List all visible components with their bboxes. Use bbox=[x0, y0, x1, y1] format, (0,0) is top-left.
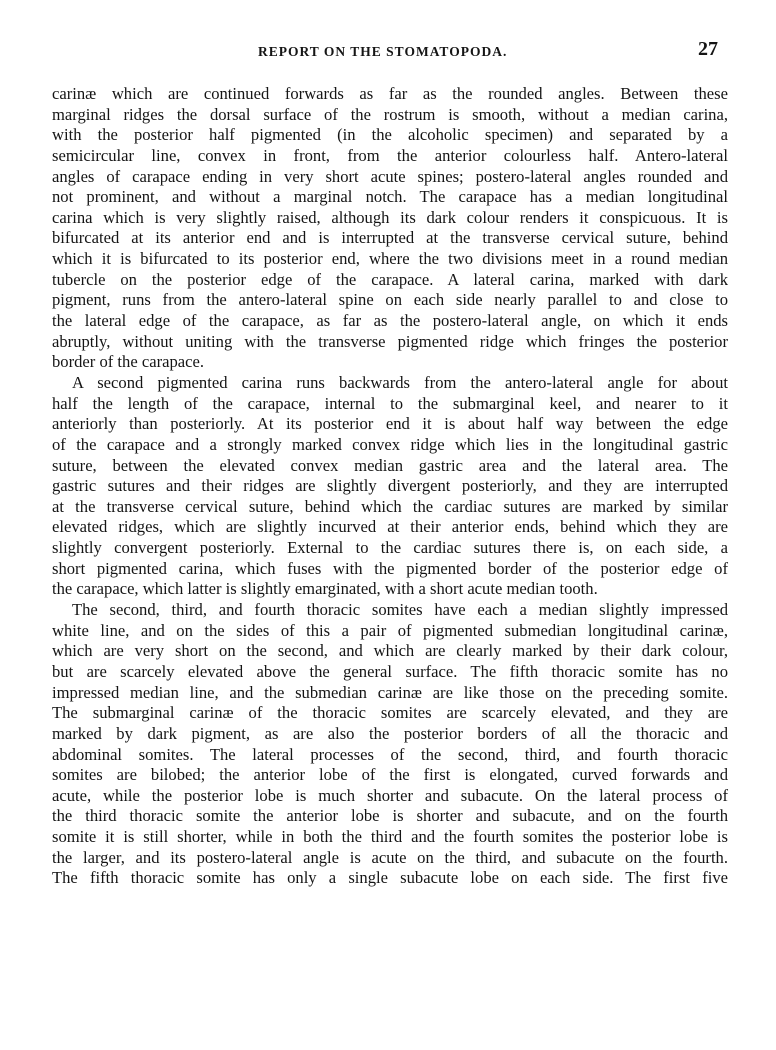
text-line: short pigmented carina, which fuses with the pigmented border of the posterior edge of bbox=[52, 558, 728, 578]
text-line: marginal ridges the dorsal surface of the rostrum is smooth, without a median carina, bbox=[52, 104, 728, 124]
text-line: border of the carapace. bbox=[52, 352, 205, 372]
text-line: elevated ridges, which are slightly incurved at their anterior ends, behind which they are bbox=[52, 517, 728, 537]
paragraph-1 bbox=[52, 84, 728, 373]
text-line: at the transverse cervical suture, behind which the cardiac sutures are marked by similar bbox=[52, 496, 728, 516]
text-line: acute, while the posterior lobe is much shorter and subacute. On the lateral process of bbox=[52, 785, 728, 805]
text-line: half the length of the carapace, internal to the submarginal keel, and nearer to it bbox=[52, 393, 728, 413]
text-line: somite it is still shorter, while in both the third and the fourth somites the posterior lobe is bbox=[52, 827, 728, 847]
text-line: The fifth thoracic somite has only a single subacute lobe on each side. The first five bbox=[52, 868, 728, 888]
text-line: The submarginal carinæ of the thoracic somites are scarcely elevated, and they are bbox=[52, 703, 728, 723]
running-title: REPORT ON THE STOMATOPODA. bbox=[258, 44, 508, 59]
text-line: slightly convergent posteriorly. External to the cardiac sutures there is, on each side, a bbox=[52, 538, 728, 558]
text-line: The second, third, and fourth thoracic somites have each a median slightly impressed bbox=[72, 600, 728, 620]
text-line: angles of carapace ending in very short acute spines; postero-lateral angles rounded and bbox=[52, 166, 728, 186]
text-line: the lateral edge of the carapace, as far as the postero-lateral angle, on which it ends bbox=[52, 311, 728, 331]
text-line: gastric sutures and their ridges are slightly divergent posteriorly, and they are interrupted bbox=[52, 476, 728, 496]
text-line: tubercle on the posterior edge of the carapace. A lateral carina, marked with dark bbox=[52, 269, 728, 289]
text-line: abdominal somites. The lateral processes of the second, third, and fourth thoracic bbox=[52, 744, 728, 764]
text-line: of the carapace and a strongly marked convex ridge which lies in the longitudinal gastric bbox=[52, 434, 728, 454]
text-line: marked by dark pigment, as are also the posterior borders of all the thoracic and bbox=[52, 723, 728, 743]
page-header bbox=[0, 38, 776, 62]
page-number: 27 bbox=[698, 38, 718, 60]
text-line: but are scarcely elevated above the general surface. The fifth thoracic somite has no bbox=[52, 661, 728, 681]
text-line: which are very short on the second, and which are clearly marked by their dark colour, bbox=[52, 641, 728, 661]
text-line: which it is bifurcated to its posterior end, where the two divisions meet in a round median bbox=[52, 249, 728, 269]
text-line: not prominent, and without a marginal notch. The carapace has a median longitudinal bbox=[52, 187, 728, 207]
text-line: anteriorly than posteriorly. At its posterior end it is about half way between the edge bbox=[52, 414, 728, 434]
text-line: carinæ which are continued forwards as far as the rounded angles. Between these bbox=[52, 84, 728, 103]
text-line: pigment, runs from the antero-lateral spine on each side nearly parallel to and close to bbox=[52, 290, 728, 310]
text-line: white line, and on the sides of this a pair of pigmented submedian longitudinal carinæ, bbox=[52, 620, 728, 640]
text-line: bifurcated at its anterior end and is interrupted at the transverse cervical suture, behind bbox=[52, 228, 728, 248]
text-line: the carapace, which latter is slightly emarginated, with a short acute median tooth. bbox=[52, 579, 598, 599]
paragraph-3 bbox=[52, 600, 728, 889]
text-line: somites are bilobed; the anterior lobe of the first is elongated, curved forwards and bbox=[52, 765, 728, 785]
text-line: carina which is very slightly raised, although its dark colour renders it conspicuous. It is bbox=[52, 207, 728, 227]
body-text bbox=[52, 84, 728, 889]
text-line: with the posterior half pigmented (in the alcoholic specimen) and separated by a bbox=[52, 125, 728, 145]
text-line: impressed median line, and the submedian carinæ are like those on the preceding somite. bbox=[52, 682, 728, 702]
text-line: semicircular line, convex in front, from the anterior colourless half. Antero-lateral bbox=[52, 145, 728, 165]
text-line: the third thoracic somite the anterior lobe is shorter and subacute, and on the fourth bbox=[52, 806, 728, 826]
text-line: A second pigmented carina runs backwards from the antero-lateral angle for about bbox=[72, 372, 728, 392]
text-line: suture, between the elevated convex median gastric area and the lateral area. The bbox=[52, 455, 728, 475]
paragraph-2 bbox=[52, 373, 728, 600]
text-line: the larger, and its postero-lateral angle is acute on the third, and subacute on the fourth. bbox=[52, 847, 728, 867]
text-line: abruptly, without uniting with the transverse pigmented ridge which fringes the posterior bbox=[52, 331, 728, 351]
